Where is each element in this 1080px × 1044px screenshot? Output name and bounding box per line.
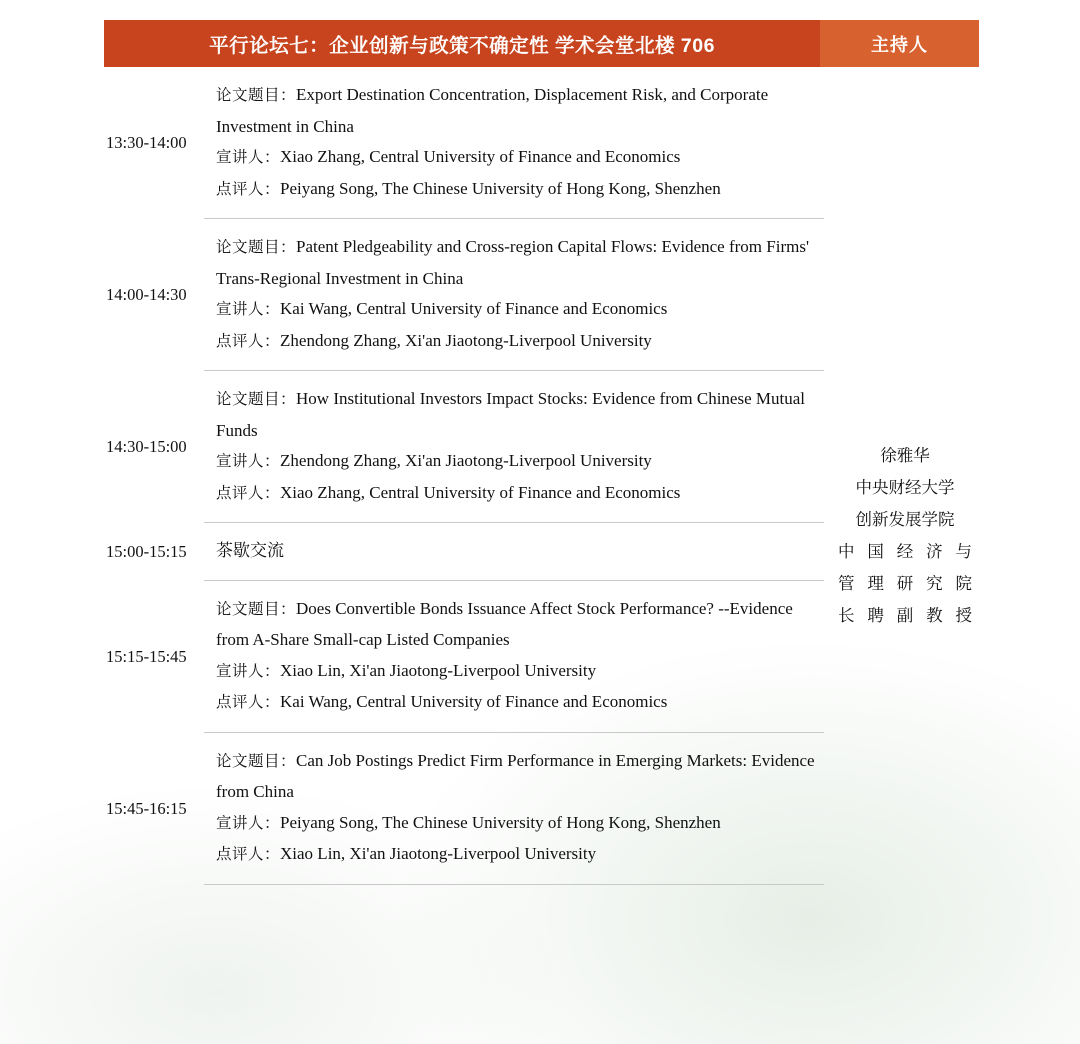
paper-title: Patent Pledgeability and Cross-region Capital Flows: Evidence from Firms' Trans-Regional Investment in China	[216, 237, 810, 288]
discussant-label: 点评人：	[216, 694, 281, 711]
presenter-label: 宣讲人：	[216, 814, 281, 832]
session-time: 14:30-15:00	[106, 437, 187, 456]
break-text: 茶歇交流	[216, 541, 284, 560]
table-row	[104, 733, 979, 885]
discussant-name: Peiyang Song, The Chinese University of Hong Kong, Shenzhen	[280, 178, 721, 198]
presenter-label: 宣讲人：	[216, 453, 281, 470]
presenter-label: 宣讲人：	[216, 662, 281, 680]
session-details	[204, 581, 824, 733]
host-spacer	[824, 733, 979, 885]
table-row	[104, 219, 979, 371]
presenter-name: Xiao Zhang, Central University of Finance and Economics	[280, 147, 681, 166]
presenter-line	[216, 294, 824, 326]
session-time: 15:15-15:45	[106, 646, 187, 666]
session-details	[204, 371, 824, 523]
session-details	[204, 219, 824, 371]
session-time: 15:00-15:15	[106, 541, 187, 561]
paper-line	[216, 594, 824, 656]
host-name: 徐雅华	[880, 447, 930, 465]
paper-line	[216, 80, 824, 142]
session-details	[204, 67, 824, 219]
paper-label: 论文题目：	[216, 87, 297, 104]
presenter-name: Kai Wang, Central University of Finance and Economics	[280, 299, 668, 318]
presenter-line	[216, 808, 824, 840]
presenter-name: Peiyang Song, The Chinese University of Hong Kong, Shenzhen	[280, 812, 721, 832]
forum-title: 平行论坛七：企业创新与政策不确定性 学术会堂北楼 706	[104, 20, 820, 67]
session-header	[104, 20, 979, 67]
discussant-name: Zhendong Zhang, Xi'an Jiaotong-Liverpool University	[280, 330, 652, 350]
session-details	[204, 733, 824, 885]
paper-label: 论文题目：	[216, 391, 297, 408]
paper-title: Does Convertible Bonds Issuance Affect Stock Performance? --Evidence from A-Share Small-cap Listed Companies	[216, 598, 793, 649]
host-column-header: 主持人	[820, 20, 979, 67]
host-affiliation-1: 中央财经大学	[855, 479, 955, 497]
host-spacer	[824, 219, 979, 371]
paper-label: 论文题目：	[216, 752, 297, 770]
paper-title: How Institutional Investors Impact Stocks: Evidence from Chinese Mutual Funds	[216, 389, 805, 440]
session-time: 14:00-14:30	[106, 285, 187, 304]
presenter-label: 宣讲人：	[216, 301, 281, 318]
host-affiliation-4: 管理研究院	[838, 575, 972, 593]
presenter-line	[216, 656, 824, 688]
host-title: 长聘副教授	[838, 607, 972, 625]
discussant-label: 点评人：	[216, 180, 281, 198]
presenter-name: Xiao Lin, Xi'an Jiaotong-Liverpool University	[280, 660, 597, 680]
discussant-line	[216, 478, 824, 510]
paper-title: Export Destination Concentration, Displacement Risk, and Corporate Investment in China	[216, 85, 769, 136]
discussant-line	[216, 687, 824, 719]
discussant-line	[216, 174, 824, 206]
session-time: 15:45-16:15	[106, 798, 187, 818]
session-details	[204, 523, 824, 581]
discussant-label: 点评人：	[216, 846, 281, 863]
discussant-line	[216, 839, 824, 871]
host-affiliation-3: 中国经济与	[838, 543, 972, 561]
discussant-name: Kai Wang, Central University of Finance and Economics	[280, 692, 668, 711]
table-row	[104, 67, 979, 219]
session-time: 13:30-14:00	[106, 133, 187, 152]
discussant-name: Xiao Zhang, Central University of Finance and Economics	[280, 482, 681, 502]
paper-line	[216, 232, 824, 294]
paper-line	[216, 384, 824, 446]
presenter-line	[216, 142, 824, 174]
host-spacer	[824, 67, 979, 219]
host-affiliation-2: 创新发展学院	[855, 511, 955, 529]
paper-title: Can Job Postings Predict Firm Performance in Emerging Markets: Evidence from China	[216, 750, 815, 801]
discussant-line	[216, 326, 824, 358]
discussant-label: 点评人：	[216, 332, 281, 350]
presenter-name: Zhendong Zhang, Xi'an Jiaotong-Liverpool University	[280, 451, 652, 470]
presenter-label: 宣讲人：	[216, 149, 281, 166]
paper-label: 论文题目：	[216, 239, 297, 256]
host-info	[830, 440, 980, 632]
paper-line	[216, 746, 824, 808]
presenter-line	[216, 446, 824, 478]
discussant-name: Xiao Lin, Xi'an Jiaotong-Liverpool University	[280, 844, 597, 863]
paper-label: 论文题目：	[216, 600, 297, 618]
discussant-label: 点评人：	[216, 484, 281, 502]
